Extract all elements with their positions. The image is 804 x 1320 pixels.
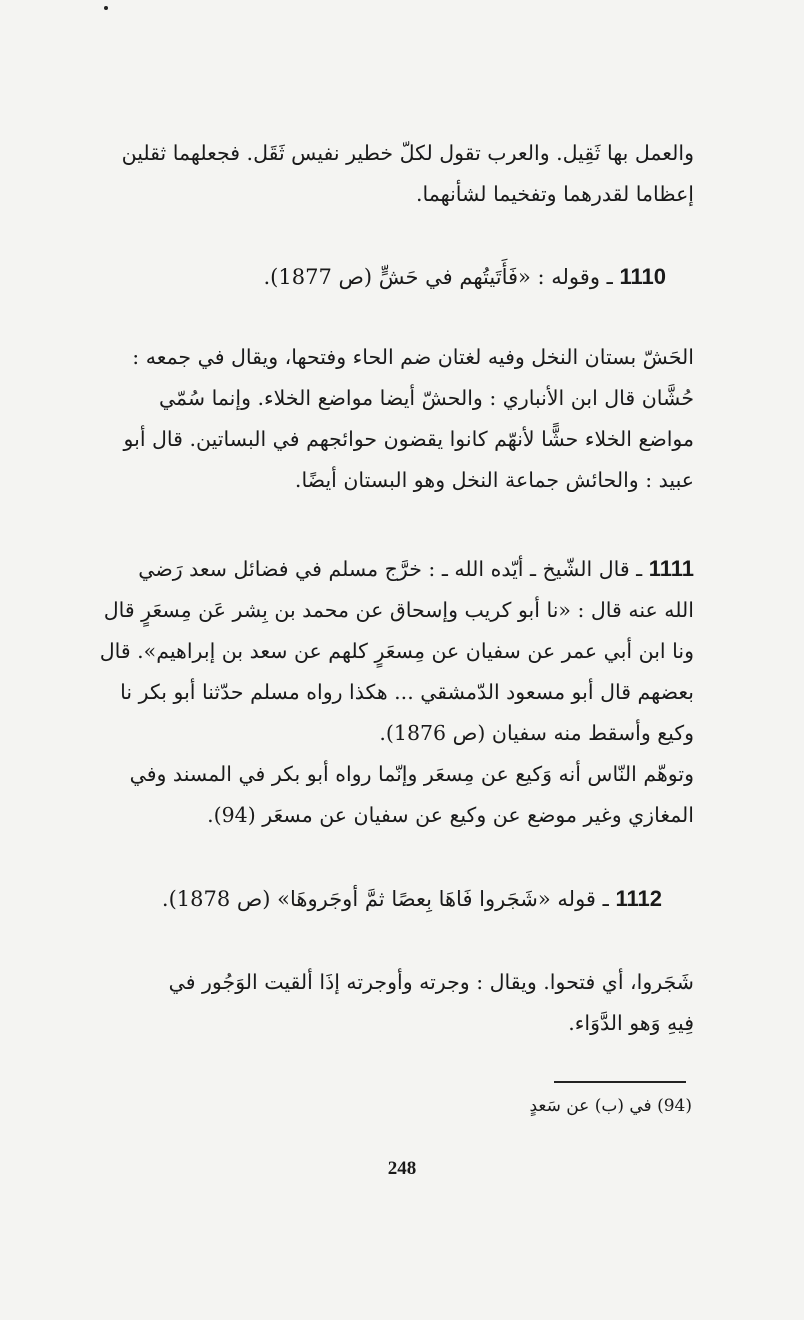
entry-number: 1112 bbox=[615, 886, 662, 911]
text-line: المغازي وغير موضع عن وكيع عن سفيان عن مسعَر (94). bbox=[207, 803, 694, 827]
entry-heading-1110 bbox=[263, 256, 666, 298]
text-line: حُشَّان قال ابن الأنباري : والحشّ أيضا مواضع الخلاء. وإنما سُمّي bbox=[158, 386, 694, 410]
text-line: فِيهِ وَهو الدَّوَاء. bbox=[568, 1011, 694, 1035]
footnote-divider bbox=[554, 1081, 686, 1083]
text-line: والعمل بها ثَقِيل. والعرب تقول لكلّ خطير نفيس ثَقَل. فجعلهما ثقلين bbox=[121, 141, 694, 165]
paragraph-hash-definition bbox=[48, 337, 694, 501]
text-line: الحَشّ بستان النخل وفيه لغتان ضم الحاء وفتحها، ويقال في جمعه : bbox=[132, 345, 694, 369]
text-line: وتوهّم النّاس أنه وَكيع عن مِسعَر وإنّما رواه أبو بكر في المسند وفي bbox=[129, 762, 694, 786]
text-line: شَجَروا، أي فتحوا. ويقال : وجرته وأوجرته إذَا ألقيت الوَجُور في bbox=[168, 970, 694, 994]
text-line: بعضهم قال أبو مسعود الدّمشقي ... هكذا رواه مسلم حدّثنا أبو بكر نا bbox=[120, 680, 694, 704]
speck-mark bbox=[104, 6, 108, 10]
text-line: عبيد : والحائش جماعة النخل وهو البستان أيضًا. bbox=[294, 468, 694, 492]
entry-text: ـ قال الشّيخ ـ أيّده الله ـ : خرَّج مسلم في فضائل سعد رَضي bbox=[138, 557, 643, 581]
entry-number: 1110 bbox=[619, 264, 666, 289]
entry-text: ـ وقوله : «فَأَتَيتُهم في حَشٍّ (ص 1877). bbox=[263, 265, 613, 289]
text-line: وكيع وأسقط منه سفيان (ص 1876). bbox=[379, 721, 694, 745]
text-line: إعظاما لقدرهما وتفخيما لشأنهما. bbox=[416, 182, 694, 206]
page-number: 248 bbox=[387, 1158, 417, 1179]
paragraph-shajaru-definition bbox=[48, 962, 694, 1044]
text-line: ونا ابن أبي عمر عن سفيان عن مِسعَرٍ كلهم عن سعد بن إبراهيم». قال bbox=[99, 639, 694, 663]
entry-heading-1112 bbox=[162, 878, 662, 920]
entry-number: 1111 bbox=[648, 556, 694, 581]
entry-1111 bbox=[48, 548, 694, 836]
text-line: مواضع الخلاء حشًّا لأنهّم كانوا يقضون حوائجهم في البساتين. قال أبو bbox=[123, 427, 694, 451]
footnote: (94) في (ب) عن سَعدٍ bbox=[529, 1096, 692, 1116]
text-line: الله عنه قال : «نا أبو كريب وإسحاق عن محمد بن بِشر عَن مِسعَرٍ قال bbox=[103, 598, 694, 622]
paragraph-continuation bbox=[48, 133, 694, 215]
entry-text: ـ قوله «شَجَروا فَاهَا بِعصًا ثمَّ أوجَروهَا» (ص 1878). bbox=[161, 887, 609, 911]
entry-1111-first-line bbox=[48, 548, 694, 590]
